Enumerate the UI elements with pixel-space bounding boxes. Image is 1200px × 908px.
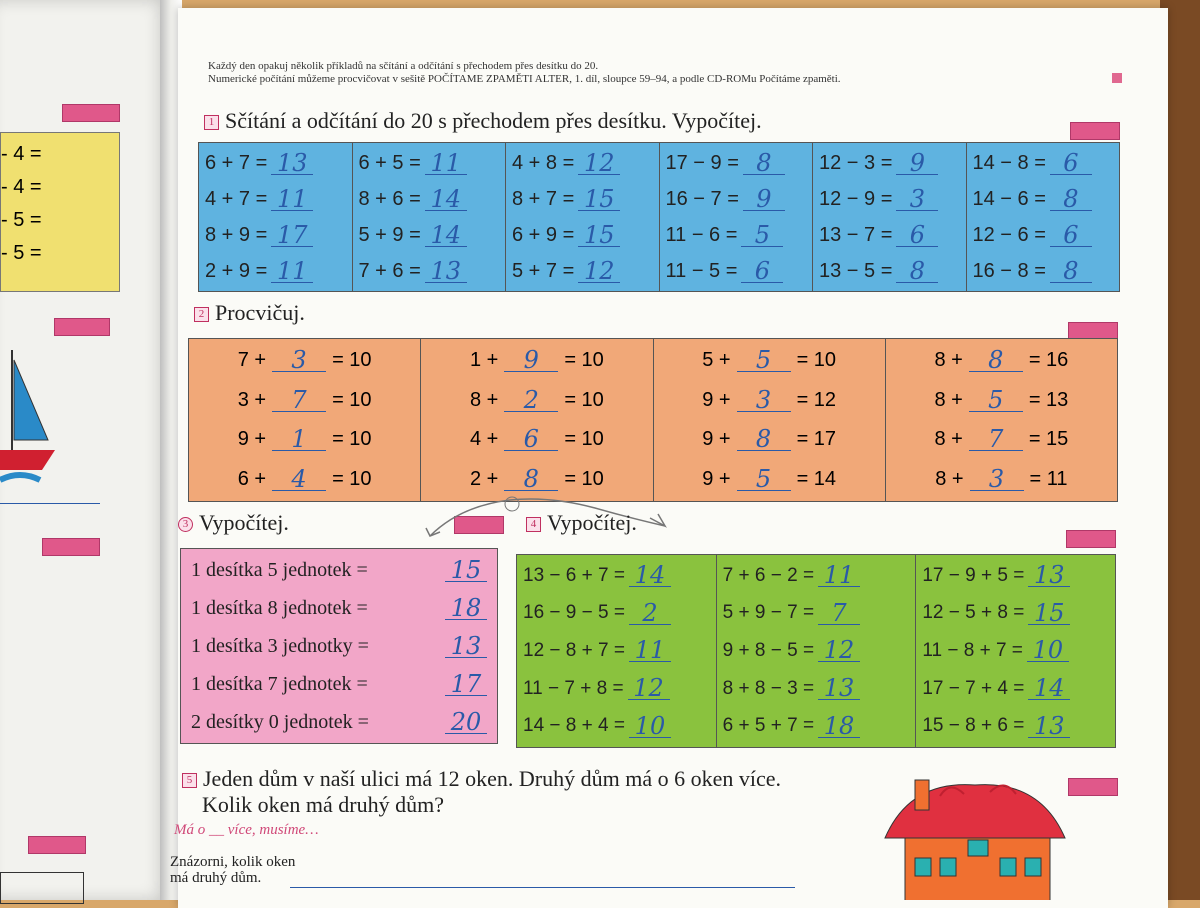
sailboat-icon bbox=[0, 340, 60, 490]
problem-row bbox=[205, 148, 346, 177]
handwritten-answer: 8 bbox=[969, 349, 1023, 372]
handwritten-answer: 1 bbox=[272, 428, 326, 451]
problem-right: = 10 bbox=[564, 467, 604, 490]
exercise-column bbox=[717, 555, 917, 747]
draw-line: Znázorni, kolik oken bbox=[170, 854, 296, 870]
problem-row bbox=[191, 593, 487, 622]
handwritten-answer: 6 bbox=[1050, 152, 1092, 175]
answer-line bbox=[0, 503, 100, 504]
problem-row bbox=[665, 148, 807, 177]
page-marker bbox=[1112, 73, 1122, 83]
problem-row bbox=[358, 148, 500, 177]
problem-text: 1 desítka 7 jednotek = bbox=[191, 672, 368, 695]
exercise-title: Procvičuj. bbox=[215, 300, 305, 325]
problem-text: 13 − 6 + 7 = bbox=[523, 564, 625, 586]
question-line: Jeden dům v naší ulici má 12 oken. Druhý dům má o 6 oken více. bbox=[203, 766, 781, 791]
problem-right: = 17 bbox=[796, 428, 837, 451]
problem-text: 14 − 6 = bbox=[972, 187, 1046, 210]
exercise-column bbox=[886, 339, 1117, 501]
problem-text: 6 + 5 + 7 = bbox=[722, 715, 815, 737]
problem-row bbox=[205, 220, 346, 249]
problem-text: 16 − 9 − 5 = bbox=[523, 602, 625, 624]
exercise-column bbox=[916, 555, 1115, 747]
handwritten-answer: 13 bbox=[445, 635, 487, 658]
handwritten-answer: 12 bbox=[628, 677, 670, 700]
exercise-number: 5 bbox=[182, 773, 197, 788]
handwritten-answer: 5 bbox=[737, 468, 791, 491]
handwritten-answer: 7 bbox=[818, 602, 860, 625]
problem-text: 17 − 7 + 4 = bbox=[922, 677, 1025, 699]
problem-left: 1 + bbox=[469, 349, 499, 372]
problem-row bbox=[922, 636, 1109, 665]
handwritten-answer: 3 bbox=[896, 188, 938, 211]
problem-right: = 10 bbox=[564, 349, 604, 372]
problem-right: = 14 bbox=[796, 467, 837, 490]
handwritten-answer: 5 bbox=[969, 389, 1023, 412]
handwritten-answer: 3 bbox=[272, 349, 326, 372]
handwritten-answer: 3 bbox=[970, 468, 1024, 491]
problem-right: = 10 bbox=[796, 349, 837, 372]
hint-text: Má o __ více, musíme… bbox=[174, 822, 319, 838]
problem-text: 5 + 9 = bbox=[358, 223, 421, 246]
problem-row bbox=[722, 561, 910, 590]
exercise-4-grid bbox=[516, 554, 1116, 748]
handwritten-answer: 18 bbox=[445, 597, 487, 620]
problem-text: 12 − 6 = bbox=[972, 223, 1046, 246]
problem-text: 13 − 7 = bbox=[819, 223, 893, 246]
exercise-column bbox=[660, 143, 814, 291]
left-row: - 4 = bbox=[1, 176, 42, 198]
handwritten-answer: 8 bbox=[504, 468, 558, 491]
handwritten-answer: 11 bbox=[271, 260, 313, 283]
draw-instruction bbox=[170, 854, 295, 886]
problem-row bbox=[195, 346, 414, 375]
handwritten-answer: 14 bbox=[629, 564, 671, 587]
problem-row bbox=[892, 425, 1111, 454]
problem-right: = 12 bbox=[796, 388, 837, 411]
exercise-1-grid bbox=[198, 142, 1120, 292]
exercise-3-heading bbox=[178, 510, 289, 536]
intro-text bbox=[208, 60, 841, 86]
problem-text: 17 − 9 = bbox=[665, 151, 739, 174]
draw-line: má druhý dům. bbox=[170, 870, 262, 886]
problem-text: 1 desítka 5 jednotek = bbox=[191, 558, 368, 581]
handwritten-answer: 8 bbox=[1050, 260, 1092, 283]
handwritten-answer: 13 bbox=[1028, 715, 1070, 738]
problem-text: 11 − 6 = bbox=[665, 223, 738, 246]
handwritten-answer: 6 bbox=[504, 428, 558, 451]
problem-text: 8 + 6 = bbox=[358, 187, 421, 210]
left-box bbox=[0, 872, 84, 904]
problem-row bbox=[665, 184, 807, 213]
problem-row bbox=[892, 464, 1111, 493]
problem-left: 8 + bbox=[934, 428, 963, 451]
problem-right: = 10 bbox=[564, 388, 604, 411]
handwritten-answer: 14 bbox=[425, 224, 467, 247]
problem-left: 8 + bbox=[934, 349, 963, 372]
problem-text: 7 + 6 = bbox=[358, 259, 421, 282]
handwritten-answer: 11 bbox=[425, 152, 467, 175]
handwritten-answer: 10 bbox=[1027, 639, 1069, 662]
handwritten-answer: 8 bbox=[896, 260, 938, 283]
problem-row bbox=[427, 385, 646, 414]
exercise-5-question bbox=[182, 766, 781, 818]
exercise-2-grid bbox=[188, 338, 1118, 502]
problem-row bbox=[972, 256, 1114, 285]
exercise-number: 4 bbox=[526, 517, 541, 532]
problem-text: 11 − 7 + 8 = bbox=[523, 677, 624, 699]
problem-row bbox=[512, 256, 653, 285]
problem-row bbox=[512, 220, 653, 249]
handwritten-answer: 14 bbox=[425, 188, 467, 211]
problem-row bbox=[922, 598, 1109, 627]
handwritten-answer: 7 bbox=[969, 428, 1023, 451]
question-line: Kolik oken má druhý dům? bbox=[202, 792, 444, 817]
problem-text: 13 − 5 = bbox=[819, 259, 893, 282]
handwritten-answer: 14 bbox=[1028, 677, 1070, 700]
exercise-title: Vypočítej. bbox=[199, 510, 289, 535]
handwritten-answer: 6 bbox=[896, 224, 938, 247]
handwritten-answer: 9 bbox=[896, 152, 938, 175]
problem-row bbox=[523, 561, 710, 590]
problem-row bbox=[195, 425, 414, 454]
problem-text: 12 − 9 = bbox=[819, 187, 893, 210]
handwritten-answer: 8 bbox=[1050, 188, 1092, 211]
problem-row bbox=[722, 674, 910, 703]
pink-tab bbox=[42, 538, 100, 556]
problem-right: = 10 bbox=[332, 467, 372, 490]
problem-left: 3 + bbox=[237, 388, 267, 411]
exercise-column bbox=[199, 143, 353, 291]
problem-left: 9 + bbox=[702, 467, 731, 490]
problem-text: 4 + 8 = bbox=[512, 151, 575, 174]
problem-row bbox=[665, 220, 807, 249]
problem-right: = 16 bbox=[1028, 349, 1069, 372]
problem-row bbox=[512, 184, 653, 213]
problem-right: = 10 bbox=[564, 428, 604, 451]
exercise-column bbox=[967, 143, 1120, 291]
problem-row bbox=[660, 385, 879, 414]
problem-text: 12 − 8 + 7 = bbox=[523, 639, 625, 661]
problem-left: 8 + bbox=[934, 388, 963, 411]
handwritten-answer: 11 bbox=[818, 564, 860, 587]
problem-left: 7 + bbox=[237, 349, 267, 372]
problem-row bbox=[722, 636, 910, 665]
handwritten-answer: 11 bbox=[629, 639, 671, 662]
problem-row bbox=[722, 598, 910, 627]
problem-row bbox=[523, 711, 710, 740]
problem-row bbox=[660, 425, 879, 454]
problem-text: 7 + 6 − 2 = bbox=[722, 564, 815, 586]
problem-left: 4 + bbox=[469, 428, 499, 451]
exercise-number: 1 bbox=[204, 115, 219, 130]
pink-tab bbox=[62, 104, 120, 122]
problem-row bbox=[205, 184, 346, 213]
problem-text: 15 − 8 + 6 = bbox=[922, 715, 1025, 737]
problem-right: = 15 bbox=[1028, 428, 1069, 451]
problem-row bbox=[722, 711, 910, 740]
handwritten-answer: 5 bbox=[741, 224, 783, 247]
problem-text: 12 − 5 + 8 = bbox=[922, 602, 1025, 624]
problem-row bbox=[191, 707, 487, 736]
exercise-column bbox=[353, 143, 507, 291]
problem-right: = 10 bbox=[332, 349, 372, 372]
problem-row bbox=[665, 256, 807, 285]
problem-row bbox=[195, 464, 414, 493]
left-page bbox=[0, 0, 170, 900]
house-icon bbox=[880, 770, 1070, 900]
problem-right: = 10 bbox=[332, 388, 372, 411]
problem-row bbox=[819, 148, 960, 177]
problem-row bbox=[523, 598, 710, 627]
handwritten-answer: 9 bbox=[743, 188, 785, 211]
problem-row bbox=[427, 425, 646, 454]
handwritten-answer: 15 bbox=[445, 559, 487, 582]
problem-text: 16 − 8 = bbox=[972, 259, 1046, 282]
handwritten-answer: 15 bbox=[578, 224, 620, 247]
problem-row bbox=[660, 464, 879, 493]
exercise-number: 2 bbox=[194, 307, 209, 322]
problem-text: 5 + 9 − 7 = bbox=[722, 602, 815, 624]
problem-text: 9 + 8 − 5 = bbox=[722, 639, 815, 661]
handwritten-answer: 2 bbox=[504, 389, 558, 412]
intro-line: Numerické počítání můžeme procvičovat v sešitě POČÍTAME ZPAMĚTI ALTER, 1. díl, sloupce 59–94, a podle CD-ROMu Počítáme zpaměti. bbox=[208, 73, 841, 85]
exercise-title: Vypočítej. bbox=[547, 510, 637, 535]
exercise-column bbox=[506, 143, 660, 291]
exercise-column bbox=[654, 339, 886, 501]
problem-row bbox=[972, 220, 1114, 249]
problem-left: 9 + bbox=[702, 428, 731, 451]
problem-row bbox=[972, 148, 1114, 177]
problem-text: 8 + 9 = bbox=[205, 223, 268, 246]
left-row: - 5 = bbox=[1, 242, 42, 264]
exercise-2-heading bbox=[194, 300, 305, 326]
problem-row bbox=[191, 631, 487, 660]
problem-text: 6 + 9 = bbox=[512, 223, 575, 246]
problem-text: 11 − 8 + 7 = bbox=[922, 639, 1023, 661]
pink-tab bbox=[54, 318, 110, 336]
problem-row bbox=[523, 636, 710, 665]
pink-tab bbox=[1066, 530, 1116, 548]
problem-row bbox=[427, 346, 646, 375]
exercise-column bbox=[189, 339, 421, 501]
pink-tab bbox=[28, 836, 86, 854]
problem-text: 2 desítky 0 jednotek = bbox=[191, 710, 369, 733]
handwritten-answer: 9 bbox=[504, 349, 558, 372]
problem-row bbox=[358, 220, 500, 249]
handwritten-answer: 7 bbox=[272, 389, 326, 412]
problem-row bbox=[195, 385, 414, 414]
left-row: - 4 = bbox=[1, 143, 42, 165]
handwritten-answer: 2 bbox=[629, 602, 671, 625]
problem-row bbox=[972, 184, 1114, 213]
answer-line bbox=[290, 887, 795, 888]
handwritten-answer: 12 bbox=[578, 152, 620, 175]
problem-left: 9 + bbox=[702, 388, 731, 411]
problem-row bbox=[922, 674, 1109, 703]
problem-right: = 11 bbox=[1029, 467, 1068, 490]
problem-left: 9 + bbox=[237, 428, 267, 451]
exercise-4-heading bbox=[526, 510, 637, 536]
problem-row bbox=[892, 385, 1111, 414]
pink-tab bbox=[1070, 122, 1120, 140]
problem-row bbox=[523, 674, 710, 703]
problem-text: 1 desítka 3 jednotky = bbox=[191, 634, 369, 657]
problem-right: = 13 bbox=[1028, 388, 1069, 411]
intro-line: Každý den opakuj několik příkladů na sčítání a odčítání s přechodem přes desítku do 20. bbox=[208, 60, 599, 72]
problem-text: 8 + 7 = bbox=[512, 187, 575, 210]
problem-text: 2 + 9 = bbox=[205, 259, 268, 282]
handwritten-answer: 3 bbox=[737, 389, 791, 412]
problem-text: 4 + 7 = bbox=[205, 187, 268, 210]
exercise-1-heading bbox=[204, 108, 762, 134]
exercise-column bbox=[421, 339, 653, 501]
handwritten-answer: 10 bbox=[629, 715, 671, 738]
problem-text: 16 − 7 = bbox=[665, 187, 739, 210]
problem-row bbox=[819, 184, 960, 213]
problem-row bbox=[660, 346, 879, 375]
problem-right: = 10 bbox=[332, 428, 372, 451]
problem-row bbox=[922, 711, 1109, 740]
problem-row bbox=[205, 256, 346, 285]
problem-row bbox=[191, 555, 487, 584]
problem-row bbox=[819, 256, 960, 285]
exercise-column bbox=[517, 555, 717, 747]
handwritten-answer: 4 bbox=[272, 468, 326, 491]
handwritten-answer: 11 bbox=[271, 188, 313, 211]
handwritten-answer: 13 bbox=[425, 260, 467, 283]
problem-row bbox=[512, 148, 653, 177]
exercise-number: 3 bbox=[178, 517, 193, 532]
handwritten-answer: 17 bbox=[445, 673, 487, 696]
handwritten-answer: 6 bbox=[1050, 224, 1092, 247]
problem-text: 5 + 7 = bbox=[512, 259, 575, 282]
pink-tab bbox=[1068, 778, 1118, 796]
handwritten-answer: 12 bbox=[578, 260, 620, 283]
problem-left: 8 + bbox=[935, 467, 964, 490]
problem-row bbox=[358, 184, 500, 213]
handwritten-answer: 6 bbox=[741, 260, 783, 283]
exercise-column bbox=[813, 143, 967, 291]
left-page-yellow-box bbox=[0, 132, 120, 292]
problem-row bbox=[922, 561, 1109, 590]
handwritten-answer: 12 bbox=[818, 639, 860, 662]
problem-text: 14 − 8 + 4 = bbox=[523, 715, 625, 737]
problem-text: 11 − 5 = bbox=[665, 259, 738, 282]
exercise-3-grid bbox=[180, 548, 498, 744]
problem-row bbox=[819, 220, 960, 249]
exercise-title: Sčítání a odčítání do 20 s přechodem přes desítku. Vypočítej. bbox=[225, 108, 762, 133]
problem-left: 5 + bbox=[702, 349, 731, 372]
handwritten-answer: 15 bbox=[1028, 602, 1070, 625]
problem-text: 1 desítka 8 jednotek = bbox=[191, 596, 368, 619]
problem-text: 6 + 5 = bbox=[358, 151, 421, 174]
handwritten-answer: 5 bbox=[737, 349, 791, 372]
handwritten-answer: 18 bbox=[818, 715, 860, 738]
handwritten-answer: 13 bbox=[271, 152, 313, 175]
problem-row bbox=[191, 669, 487, 698]
problem-left: 6 + bbox=[237, 467, 267, 490]
handwritten-answer: 13 bbox=[1028, 564, 1070, 587]
handwritten-answer: 20 bbox=[445, 711, 487, 734]
handwritten-answer: 15 bbox=[578, 188, 620, 211]
problem-row bbox=[358, 256, 500, 285]
problem-left: 2 + bbox=[469, 467, 499, 490]
handwritten-answer: 8 bbox=[743, 152, 785, 175]
problem-text: 14 − 8 = bbox=[972, 151, 1046, 174]
problem-text: 6 + 7 = bbox=[205, 151, 268, 174]
handwritten-answer: 17 bbox=[271, 224, 313, 247]
problem-row bbox=[892, 346, 1111, 375]
handwritten-answer: 13 bbox=[818, 677, 860, 700]
problem-text: 12 − 3 = bbox=[819, 151, 893, 174]
problem-text: 17 − 9 + 5 = bbox=[922, 564, 1025, 586]
handwritten-answer: 8 bbox=[737, 428, 791, 451]
problem-left: 8 + bbox=[469, 388, 499, 411]
left-row: - 5 = bbox=[1, 209, 42, 231]
problem-text: 8 + 8 − 3 = bbox=[722, 677, 815, 699]
